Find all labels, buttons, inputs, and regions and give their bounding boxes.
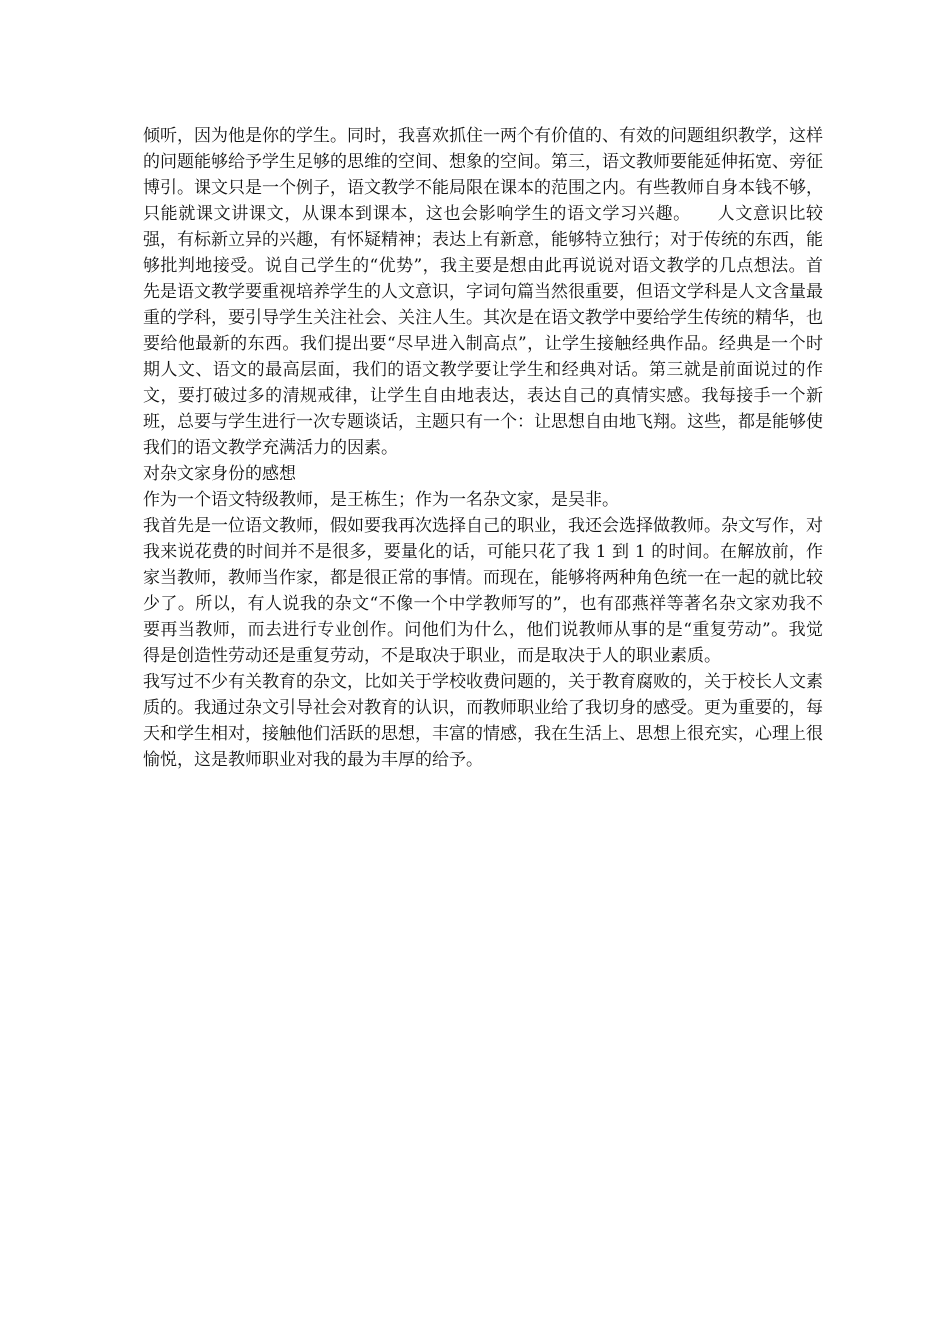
paragraph-essays: 我写过不少有关教育的杂文，比如关于学校收费问题的，关于教育腐败的，关于校长人文素质的。我通过杂文引导社会对教育的认识，而教师职业给了我切身的感受。更为重要的，每天和学生相对，接触他们活跃的思想，丰富的情感，我在生活上、思想上很充实，心理上很愉悦，这是教师职业对我的最为丰厚的给予。 (143, 672, 823, 770)
section-heading: 对杂文家身份的感想 (143, 464, 296, 484)
paragraph-teaching-ideas: 倾听，因为他是你的学生。同时，我喜欢抓住一两个有价值的、有效的问题组织教学，这样的问题能够给予学生足够的思维的空间、想象的空间。第三，语文教师要能延伸拓宽、旁征博引。课文只是一个例子，语文教学不能局限在课本的范围之内。有些教师自身本钱不够，只能就课文讲课文，从课本到课本，这也会影响学生的语文学习兴趣。 人文意识比较强，有标新立异的兴趣，有怀疑精神；表达上有新意，能够特立独行；对于传统的东西，能够批判地接受。说自己学生的“优势”，我主要是想由此再说说对语文教学的几点想法。首先是语文教学要重视培养学生的人文意识，字词句篇当然很重要，但语文学科是人文含量最重的学科，要引导学生关注社会、关注人生。其次是在语文教学中要给学生传统的精华，也要给他最新的东西。我们提出要“尽早进入制高点”，让学生接触经典作品。经典是一个时期人文、语文的最高层面，我们的语文教学要让学生和经典对话。第三就是前面说过的作文，要打破过多的清规戒律，让学生自由地表达，表达自己的真情实感。我每接手一个新班，总要与学生进行一次专题谈话，主题只有一个：让思想自由地飞翔。这些，都是能够使我们的语文教学充满活力的因素。 (143, 126, 823, 458)
paragraph-profession: 我首先是一位语文教师，假如要我再次选择自己的职业，我还会选择做教师。杂文写作，对我来说花费的时间并不是很多，要量化的话，可能只花了我 1 到 1 的时间。在解放前，作家当教师，教师当作家，都是很正常的事情。而现在，能够将两种角色统一在一起的就比较少了。所以，有人说我的杂文“不像一个中学教师写的”，也有邵燕祥等著名杂文家劝我不要再当教师，而去进行专业创作。问他们为什么，他们说教师从事的是“重复劳动”。我觉得是创造性劳动还是重复劳动，不是取决于职业，而是取决于人的职业素质。 (143, 516, 823, 666)
document-body (143, 123, 823, 773)
paragraph-identity: 作为一个语文特级教师，是王栋生；作为一名杂文家，是吴非。 (143, 490, 619, 510)
